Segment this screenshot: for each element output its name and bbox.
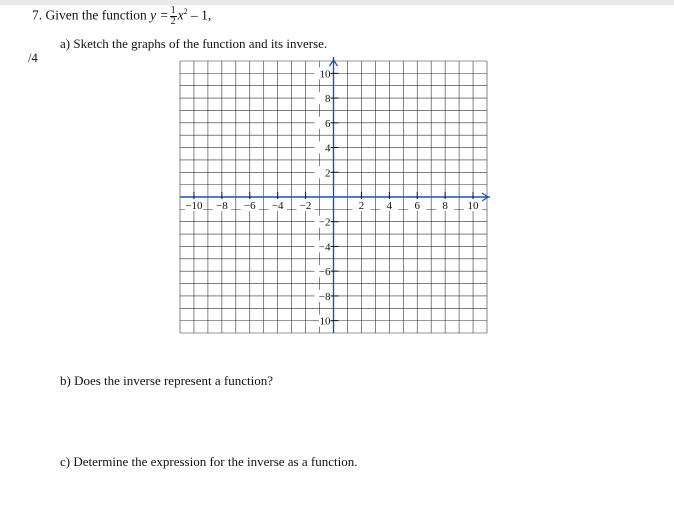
x-tick-label: 10: [467, 200, 479, 212]
x-tick-label: 4: [386, 200, 393, 212]
fraction-numerator: 1: [170, 5, 176, 16]
y-tick-label: −2: [318, 216, 331, 229]
x-tick-label: 2: [358, 200, 365, 212]
expr-variable: x: [177, 7, 184, 23]
expr-rest: – 1,: [190, 7, 212, 23]
y-tick-label: −4: [318, 241, 331, 254]
y-tick-label: 2: [325, 167, 331, 180]
x-tick-label: −4: [271, 200, 284, 212]
x-tick-label: 8: [442, 200, 448, 212]
part-c-text: c) Determine the expression for the inverse as a function.: [60, 454, 358, 469]
y-tick-label: 8: [325, 93, 331, 106]
x-tick-label: −6: [243, 200, 256, 212]
part-b-text: b) Does the inverse represent a function?: [60, 373, 273, 388]
expr-lhs: y =: [150, 7, 169, 23]
marks-label: /4: [28, 51, 38, 65]
x-tick-label: −8: [216, 200, 228, 212]
x-tick-label: −10: [185, 200, 203, 212]
x-tick-label: 6: [414, 200, 420, 212]
y-tick-label: −8: [318, 290, 331, 303]
y-tick-label: −6: [318, 266, 331, 279]
x-tick-label: −2: [299, 200, 312, 212]
y-tick-label: 6: [325, 117, 331, 130]
part-a-text: a) Sketch the graphs of the function and its inverse.: [60, 36, 328, 51]
y-tick-label: 10: [319, 68, 331, 81]
question-prompt: Given the function: [45, 7, 147, 23]
question-number: 7.: [32, 7, 43, 23]
fraction-denominator: 2: [170, 16, 176, 27]
expr-exponent: 2: [183, 7, 188, 17]
y-tick-label: −10: [313, 315, 331, 328]
y-tick-label: 4: [325, 142, 331, 155]
